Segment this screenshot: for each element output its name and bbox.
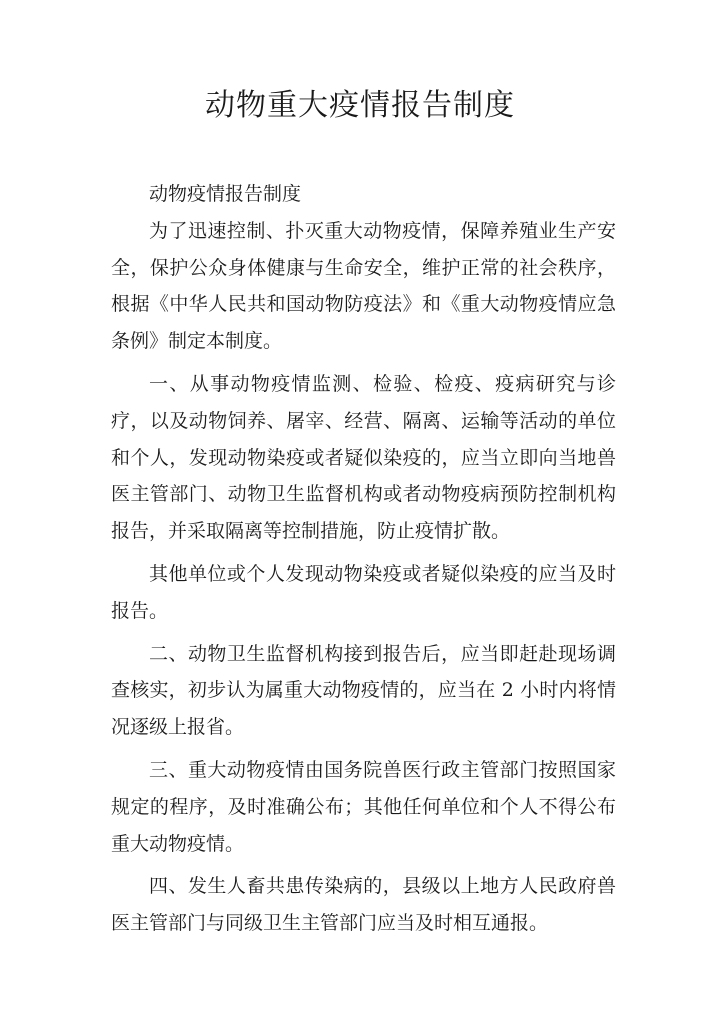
paragraph-clause-4: 四、发生人畜共患传染病的，县级以上地方人民政府兽医主管部门与同级卫生主管部门应当及时相互通报。 (111, 875, 616, 935)
paragraph-clause-1-supplement: 其他单位或个人发现动物染疫或者疑似染疫的应当及时报告。 (111, 562, 616, 622)
paragraph-clause-2: 二、动物卫生监督机构接到报告后，应当即赶赴现场调查核实，初步认为属重大动物疫情的，应当在 2 小时内将情况逐级上报省。 (111, 642, 616, 739)
document-body (111, 176, 616, 942)
paragraph-clause-3: 三、重大动物疫情由国务院兽医行政主管部门按照国家规定的程序，及时准确公布；其他任何单位和个人不得公布重大动物疫情。 (111, 758, 616, 855)
paragraph-subtitle: 动物疫情报告制度 (149, 183, 302, 205)
paragraph-preamble: 为了迅速控制、扑灭重大动物疫情，保障养殖业生产安全，保护公众身体健康与生命安全，维护正常的社会秩序，根据《中华人民共和国动物防疫法》和《重大动物疫情应急条例》制定本制度。 (111, 219, 616, 353)
document-title: 动物重大疫情报告制度 (205, 88, 515, 123)
paragraph-clause-1: 一、从事动物疫情监测、检验、检疫、疫病研究与诊疗，以及动物饲养、屠宰、经营、隔离、运输等活动的单位和个人，发现动物染疫或者疑似染疫的，应当立即向当地兽医主管部门、动物卫生监督机构或者动物疫病预防控制机构报告，并采取隔离等控制措施，防止疫情扩散。 (111, 372, 616, 543)
